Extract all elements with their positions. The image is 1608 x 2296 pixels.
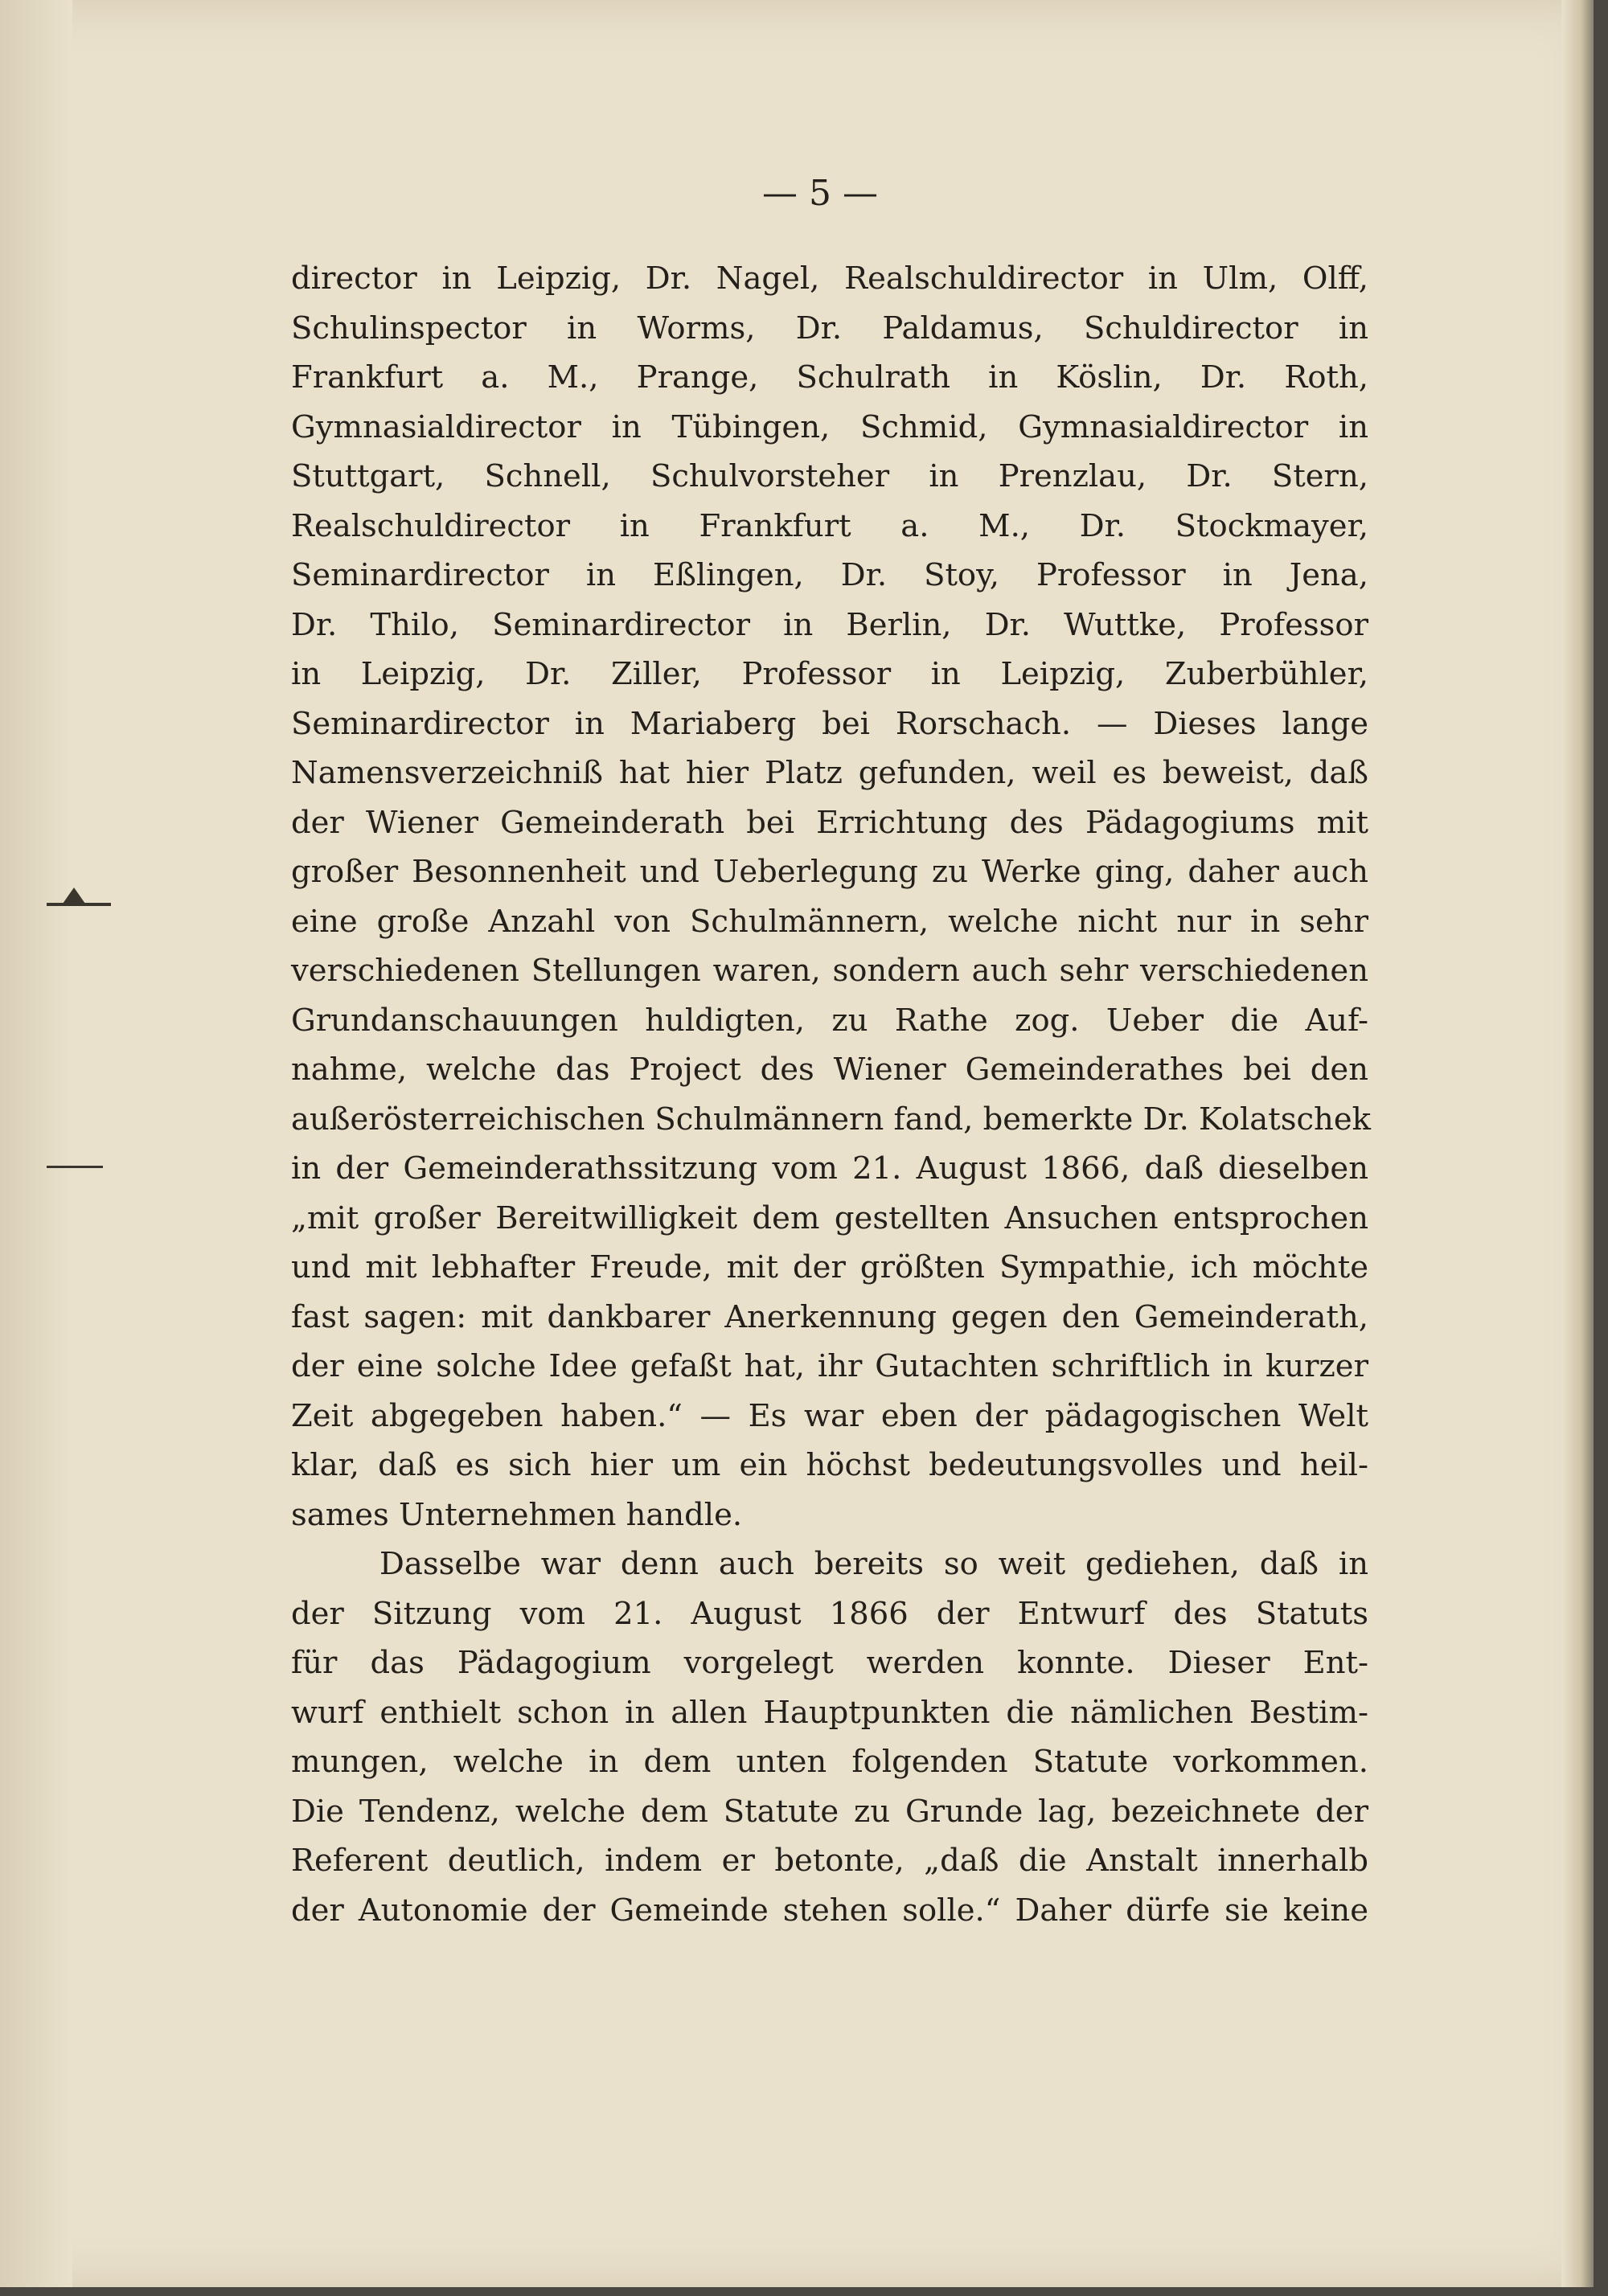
body-text [291,254,1371,1935]
text-line: der eine solche Idee gefaßt hat, ihr Gutachten schriftlich in kurzer [291,1348,1368,1384]
text-line: fast sagen: mit dankbarer Anerkennung gegen den Gemeinderath, [291,1298,1368,1335]
text-line: Die Tendenz, welche dem Statute zu Grunde lag, bezeichnete der [291,1793,1368,1830]
text-line: der Sitzung vom 21. August 1866 der Entwurf des Statuts [291,1595,1368,1632]
text-line: der Wiener Gemeinderath bei Errichtung des Pädagogiums mit [291,804,1368,841]
text-line: verschiedenen Stellungen waren, sondern auch sehr verschiedenen [291,953,1368,989]
text-line: großer Besonnenheit und Ueberlegung zu Werke ging, daher auch [291,854,1368,890]
paragraph-end-line: sames Unternehmen handle. [291,1496,743,1533]
text-line: Seminardirector in Mariaberg bei Rorschach. — Dieses lange [291,705,1368,742]
text-line: Frankfurt a. M., Prange, Schulrath in Köslin, Dr. Roth, [291,359,1368,396]
text-line: „mit großer Bereitwilligkeit dem gestellten Ansuchen entsprochen [291,1199,1368,1236]
text-line: außerösterreichischen Schulmännern fand, bemerkte Dr. Kolatschek [291,1101,1371,1138]
margin-mark-line [47,903,111,906]
text-line: Stuttgart, Schnell, Schulvorsteher in Prenzlau, Dr. Stern, [291,458,1368,494]
text-line: Zeit abgegeben haben.“ — Es war eben der pädagogischen Welt [291,1397,1368,1434]
text-line: in der Gemeinderathssitzung vom 21. August 1866, daß dieselben [291,1150,1368,1187]
page-edge [1561,0,1594,2287]
page-gutter [0,0,72,2287]
text-line: Realschuldirector in Frankfurt a. M., Dr. Stockmayer, [291,507,1368,544]
text-line: wurf enthielt schon in allen Hauptpunkten die nämlichen Bestim- [291,1694,1368,1731]
margin-mark-arrow [63,888,85,904]
text-line: Gymnasialdirector in Tübingen, Schmid, Gymnasialdirector in [291,408,1368,445]
text-line: der Autonomie der Gemeinde stehen solle.“ Daher dürfe sie keine [291,1892,1368,1929]
text-line: nahme, welche das Project des Wiener Gemeinderathes bei den [291,1052,1368,1088]
text-line: Grundanschauungen huldigten, zu Rathe zog. Ueber die Auf- [291,1002,1368,1039]
text-line: Namensverzeichniß hat hier Platz gefunden, weil es beweist, daß [291,755,1368,791]
text-line: Schulinspector in Worms, Dr. Paldamus, Schuldirector in [291,310,1368,346]
text-line: mungen, welche in dem unten folgenden Statute vorkommen. [291,1744,1368,1780]
text-line: director in Leipzig, Dr. Nagel, Realschuldirector in Ulm, Olff, [291,260,1368,297]
paragraph-start-line: Dasselbe war denn auch bereits so weit gediehen, daß in [379,1546,1368,1582]
text-line: eine große Anzahl von Schulmännern, welche nicht nur in sehr [291,903,1368,940]
text-line: in Leipzig, Dr. Ziller, Professor in Leipzig, Zuberbühler, [291,656,1368,692]
text-line: Dr. Thilo, Seminardirector in Berlin, Dr. Wuttke, Professor [291,606,1368,643]
margin-mark-dash [47,1166,103,1168]
page-number: — 5 — [762,173,878,214]
text-line: Referent deutlich, indem er betonte, „daß die Anstalt innerhalb [291,1843,1368,1879]
text-line: Seminardirector in Eßlingen, Dr. Stoy, Professor in Jena, [291,557,1368,593]
text-line: für das Pädagogium vorgelegt werden konnte. Dieser Ent- [291,1645,1368,1681]
text-line: und mit lebhafter Freude, mit der größten Sympathie, ich möchte [291,1249,1368,1285]
text-line: klar, daß es sich hier um ein höchst bedeutungsvolles und heil- [291,1447,1368,1483]
